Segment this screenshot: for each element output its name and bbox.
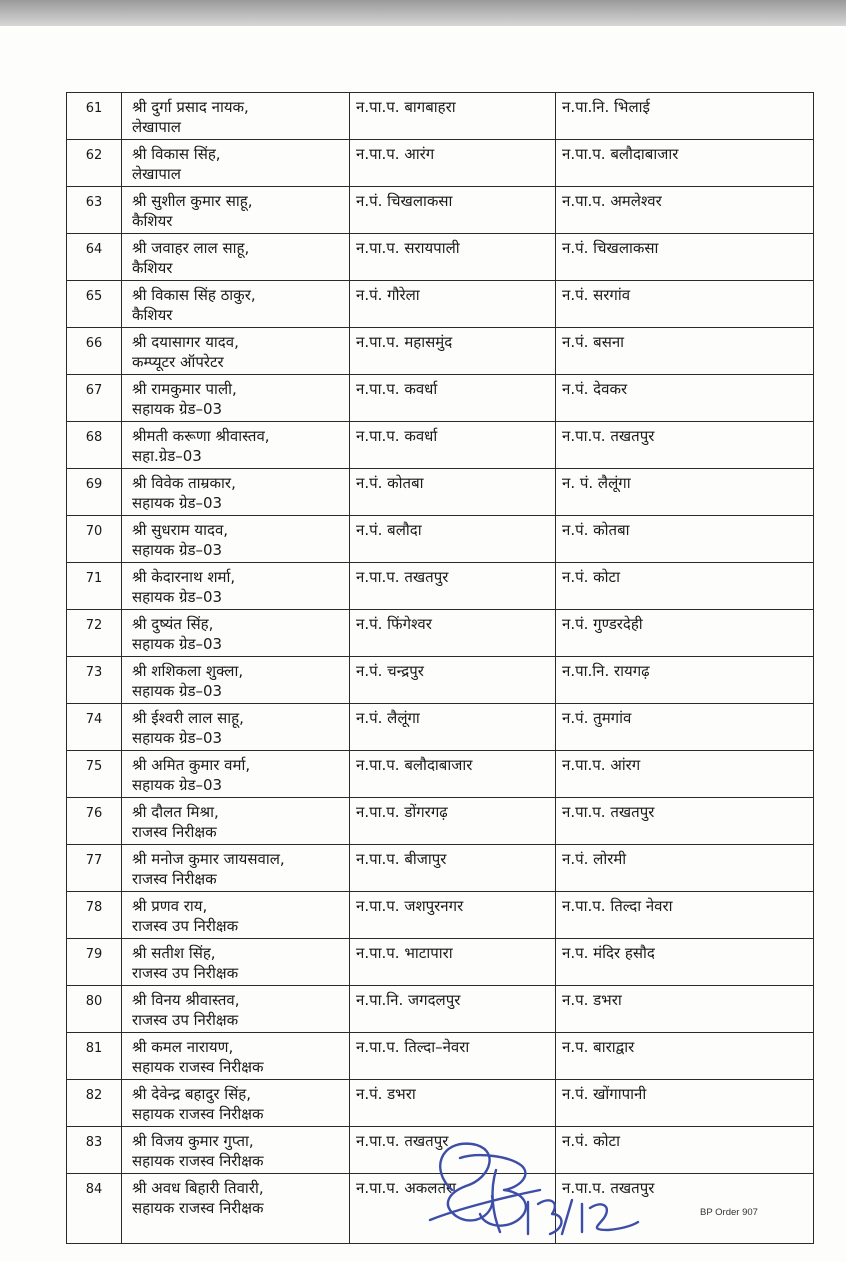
current-posting-cell: न.पा.नि. जगदलपुर [350, 986, 556, 1033]
transfer-posting-cell: न.पं. बसना [556, 328, 814, 375]
employee-post: सहायक ग्रेड–03 [132, 588, 223, 606]
employee-cell [122, 986, 350, 1033]
employee-cell [122, 187, 350, 234]
serial-number-cell: 78 [67, 892, 122, 939]
employee-cell [122, 751, 350, 798]
current-posting-cell: न.पा.प. तखतपुर [350, 563, 556, 610]
table-row [67, 281, 814, 328]
employee-name: श्री विनय श्रीवास्तव, [132, 991, 240, 1009]
serial-number-cell: 70 [67, 516, 122, 563]
employee-cell [122, 1174, 350, 1244]
current-posting-cell: न.पं. कोतबा [350, 469, 556, 516]
current-posting-cell: न.पा.प. अकलतरा [350, 1174, 556, 1244]
transfer-posting-cell: न.प. बाराद्वार [556, 1033, 814, 1080]
employee-post: कैशियर [132, 212, 173, 230]
transfer-posting-cell: न.पा.प. तिल्दा नेवरा [556, 892, 814, 939]
transfer-posting-cell: न.पा.प. आंरग [556, 751, 814, 798]
current-posting-cell: न.पा.प. आरंग [350, 140, 556, 187]
employee-name: श्री जवाहर लाल साहू, [132, 239, 250, 257]
serial-number-cell: 72 [67, 610, 122, 657]
employee-cell [122, 328, 350, 375]
serial-number-cell: 81 [67, 1033, 122, 1080]
employee-post: सहायक ग्रेड–03 [132, 682, 223, 700]
table-row [67, 140, 814, 187]
employee-name: श्री सुधराम यादव, [132, 521, 229, 539]
employee-cell [122, 1127, 350, 1174]
transfer-posting-cell: न.पं. कोटा [556, 563, 814, 610]
employee-name: श्री सतीश सिंह, [132, 944, 216, 962]
current-posting-cell: न.पं. फिंगेश्वर [350, 610, 556, 657]
current-posting-cell: न.पा.प. कवर्धा [350, 375, 556, 422]
employee-cell [122, 939, 350, 986]
employee-post: सहायक ग्रेड–03 [132, 541, 223, 559]
current-posting-cell: न.पं. चन्द्रपुर [350, 657, 556, 704]
transfer-table [66, 92, 814, 1244]
employee-name: श्री विवेक ताम्रकार, [132, 474, 236, 492]
employee-name: श्री प्रणव राय, [132, 897, 208, 915]
employee-name: श्री रामकुमार पाली, [132, 380, 237, 398]
current-posting-cell: न.पं. बलौदा [350, 516, 556, 563]
employee-post: राजस्व उप निरीक्षक [132, 964, 239, 982]
employee-post: कैशियर [132, 259, 173, 277]
table-row [67, 657, 814, 704]
order-code: BP Order 907 [700, 1207, 758, 1218]
employee-post: राजस्व निरीक्षक [132, 870, 217, 888]
current-posting-cell: न.पं. लैलूंगा [350, 704, 556, 751]
employee-post: सहायक ग्रेड–03 [132, 729, 223, 747]
transfer-posting-cell: न.पं. गुण्डरदेही [556, 610, 814, 657]
employee-cell [122, 93, 350, 140]
employee-name: श्री ईश्वरी लाल साहू, [132, 709, 244, 727]
transfer-posting-cell: न.प. डभरा [556, 986, 814, 1033]
current-posting-cell: न.पा.प. बागबाहरा [350, 93, 556, 140]
transfer-posting-cell: न. पं. लैलूंगा [556, 469, 814, 516]
employee-name: श्री विजय कुमार गुप्ता, [132, 1132, 254, 1150]
employee-post: सहा.ग्रेड–03 [132, 447, 202, 465]
table-row [67, 1033, 814, 1080]
table-row [67, 234, 814, 281]
transfer-posting-cell: न.पा.प. अमलेश्वर [556, 187, 814, 234]
employee-name: श्री दयासागर यादव, [132, 333, 239, 351]
employee-name: श्रीमती करूणा श्रीवास्तव, [132, 427, 270, 445]
serial-number-cell: 83 [67, 1127, 122, 1174]
transfer-posting-cell: न.पं. सरगांव [556, 281, 814, 328]
employee-post: कम्प्यूटर ऑपरेटर [132, 353, 224, 371]
serial-number-cell: 67 [67, 375, 122, 422]
employee-cell [122, 657, 350, 704]
transfer-posting-cell: न.पा.नि. भिलाई [556, 93, 814, 140]
table-row [67, 1080, 814, 1127]
employee-post: सहायक राजस्व निरीक्षक [132, 1152, 264, 1170]
serial-number-cell: 62 [67, 140, 122, 187]
employee-name: श्री दुर्गा प्रसाद नायक, [132, 98, 249, 116]
transfer-posting-cell: न.पं. देवकर [556, 375, 814, 422]
employee-post: राजस्व उप निरीक्षक [132, 1011, 239, 1029]
employee-name: श्री अमित कुमार वर्मा, [132, 756, 251, 774]
table-row [67, 516, 814, 563]
transfer-posting-cell: न.पा.प. तखतपुर [556, 1174, 814, 1244]
employee-cell [122, 704, 350, 751]
serial-number-cell: 69 [67, 469, 122, 516]
current-posting-cell: न.पं. डभरा [350, 1080, 556, 1127]
table-row [67, 469, 814, 516]
table-row [67, 892, 814, 939]
current-posting-cell: न.पा.प. डोंगरगढ़ [350, 798, 556, 845]
serial-number-cell: 64 [67, 234, 122, 281]
serial-number-cell: 76 [67, 798, 122, 845]
current-posting-cell: न.पं. चिखलाकसा [350, 187, 556, 234]
serial-number-cell: 73 [67, 657, 122, 704]
document-page [0, 26, 846, 1262]
employee-post: सहायक राजस्व निरीक्षक [132, 1105, 264, 1123]
screen-top-bar [0, 0, 846, 26]
employee-name: श्री मनोज कुमार जायसवाल, [132, 850, 285, 868]
employee-cell [122, 563, 350, 610]
table-row [67, 328, 814, 375]
table-row [67, 751, 814, 798]
current-posting-cell: न.पं. गौरेला [350, 281, 556, 328]
table-row [67, 845, 814, 892]
serial-number-cell: 82 [67, 1080, 122, 1127]
transfer-posting-cell: न.पं. तुमगांव [556, 704, 814, 751]
serial-number-cell: 61 [67, 93, 122, 140]
transfer-posting-cell: न.पं. चिखलाकसा [556, 234, 814, 281]
employee-cell [122, 234, 350, 281]
employee-name: श्री विकास सिंह ठाकुर, [132, 286, 256, 304]
employee-post: सहायक ग्रेड–03 [132, 635, 223, 653]
employee-cell [122, 1080, 350, 1127]
current-posting-cell: न.पा.प. सरायपाली [350, 234, 556, 281]
serial-number-cell: 77 [67, 845, 122, 892]
serial-number-cell: 75 [67, 751, 122, 798]
serial-number-cell: 65 [67, 281, 122, 328]
employee-post: लेखापाल [132, 165, 181, 183]
current-posting-cell: न.पा.प. बलौदाबाजार [350, 751, 556, 798]
employee-post: सहायक ग्रेड–03 [132, 776, 223, 794]
employee-post: सहायक राजस्व निरीक्षक [132, 1058, 264, 1076]
employee-post: सहायक राजस्व निरीक्षक [132, 1199, 264, 1217]
current-posting-cell: न.पा.प. कवर्धा [350, 422, 556, 469]
serial-number-cell: 68 [67, 422, 122, 469]
transfer-posting-cell: न.पं. कोतबा [556, 516, 814, 563]
table-row [67, 93, 814, 140]
transfer-posting-cell: न.पं. खोंगापानी [556, 1080, 814, 1127]
current-posting-cell: न.पा.प. जशपुरनगर [350, 892, 556, 939]
employee-name: श्री देवेन्द्र बहादुर सिंह, [132, 1085, 251, 1103]
transfer-posting-cell: न.पं. कोटा [556, 1127, 814, 1174]
employee-post: सहायक ग्रेड–03 [132, 494, 223, 512]
employee-name: श्री सुशील कुमार साहू, [132, 192, 253, 210]
table-row [67, 610, 814, 657]
transfer-posting-cell: न.पं. लोरमी [556, 845, 814, 892]
employee-name: श्री दुष्यंत सिंह, [132, 615, 214, 633]
employee-post: कैशियर [132, 306, 173, 324]
employee-post: लेखापाल [132, 118, 181, 136]
employee-cell [122, 140, 350, 187]
serial-number-cell: 74 [67, 704, 122, 751]
current-posting-cell: न.पा.प. तखतपुर [350, 1127, 556, 1174]
employee-name: श्री कमल नारायण, [132, 1038, 234, 1056]
current-posting-cell: न.पा.प. भाटापारा [350, 939, 556, 986]
employee-cell [122, 281, 350, 328]
table-row [67, 986, 814, 1033]
serial-number-cell: 79 [67, 939, 122, 986]
employee-cell [122, 516, 350, 563]
employee-cell [122, 892, 350, 939]
employee-post: सहायक ग्रेड–03 [132, 400, 223, 418]
employee-post: राजस्व निरीक्षक [132, 823, 217, 841]
table-row [67, 798, 814, 845]
employee-cell [122, 422, 350, 469]
employee-name: श्री विकास सिंह, [132, 145, 221, 163]
table-row [67, 375, 814, 422]
employee-cell [122, 610, 350, 657]
table-row [67, 422, 814, 469]
employee-cell [122, 469, 350, 516]
transfer-posting-cell: न.पा.नि. रायगढ़ [556, 657, 814, 704]
table-row [67, 187, 814, 234]
serial-number-cell: 71 [67, 563, 122, 610]
serial-number-cell: 63 [67, 187, 122, 234]
transfer-posting-cell: न.पा.प. बलौदाबाजार [556, 140, 814, 187]
transfer-posting-cell: न.प. मंदिर हसौद [556, 939, 814, 986]
handwritten-signature [400, 1130, 640, 1240]
current-posting-cell: न.पा.प. बीजापुर [350, 845, 556, 892]
employee-cell [122, 1033, 350, 1080]
table-row [67, 563, 814, 610]
serial-number-cell: 80 [67, 986, 122, 1033]
transfer-posting-cell: न.पा.प. तखतपुर [556, 422, 814, 469]
employee-name: श्री शशिकला शुक्ला, [132, 662, 244, 680]
table-row [67, 939, 814, 986]
employee-name: श्री दौलत मिश्रा, [132, 803, 219, 821]
transfer-posting-cell: न.पा.प. तखतपुर [556, 798, 814, 845]
serial-number-cell: 66 [67, 328, 122, 375]
employee-name: श्री केदारनाथ शर्मा, [132, 568, 236, 586]
current-posting-cell: न.पा.प. महासमुंद [350, 328, 556, 375]
transfer-table-body [67, 93, 814, 1244]
employee-cell [122, 845, 350, 892]
serial-number-cell: 84 [67, 1174, 122, 1244]
employee-post: राजस्व उप निरीक्षक [132, 917, 239, 935]
table-row [67, 704, 814, 751]
employee-name: श्री अवध बिहारी तिवारी, [132, 1179, 264, 1197]
employee-cell [122, 375, 350, 422]
employee-cell [122, 798, 350, 845]
current-posting-cell: न.पा.प. तिल्दा–नेवरा [350, 1033, 556, 1080]
